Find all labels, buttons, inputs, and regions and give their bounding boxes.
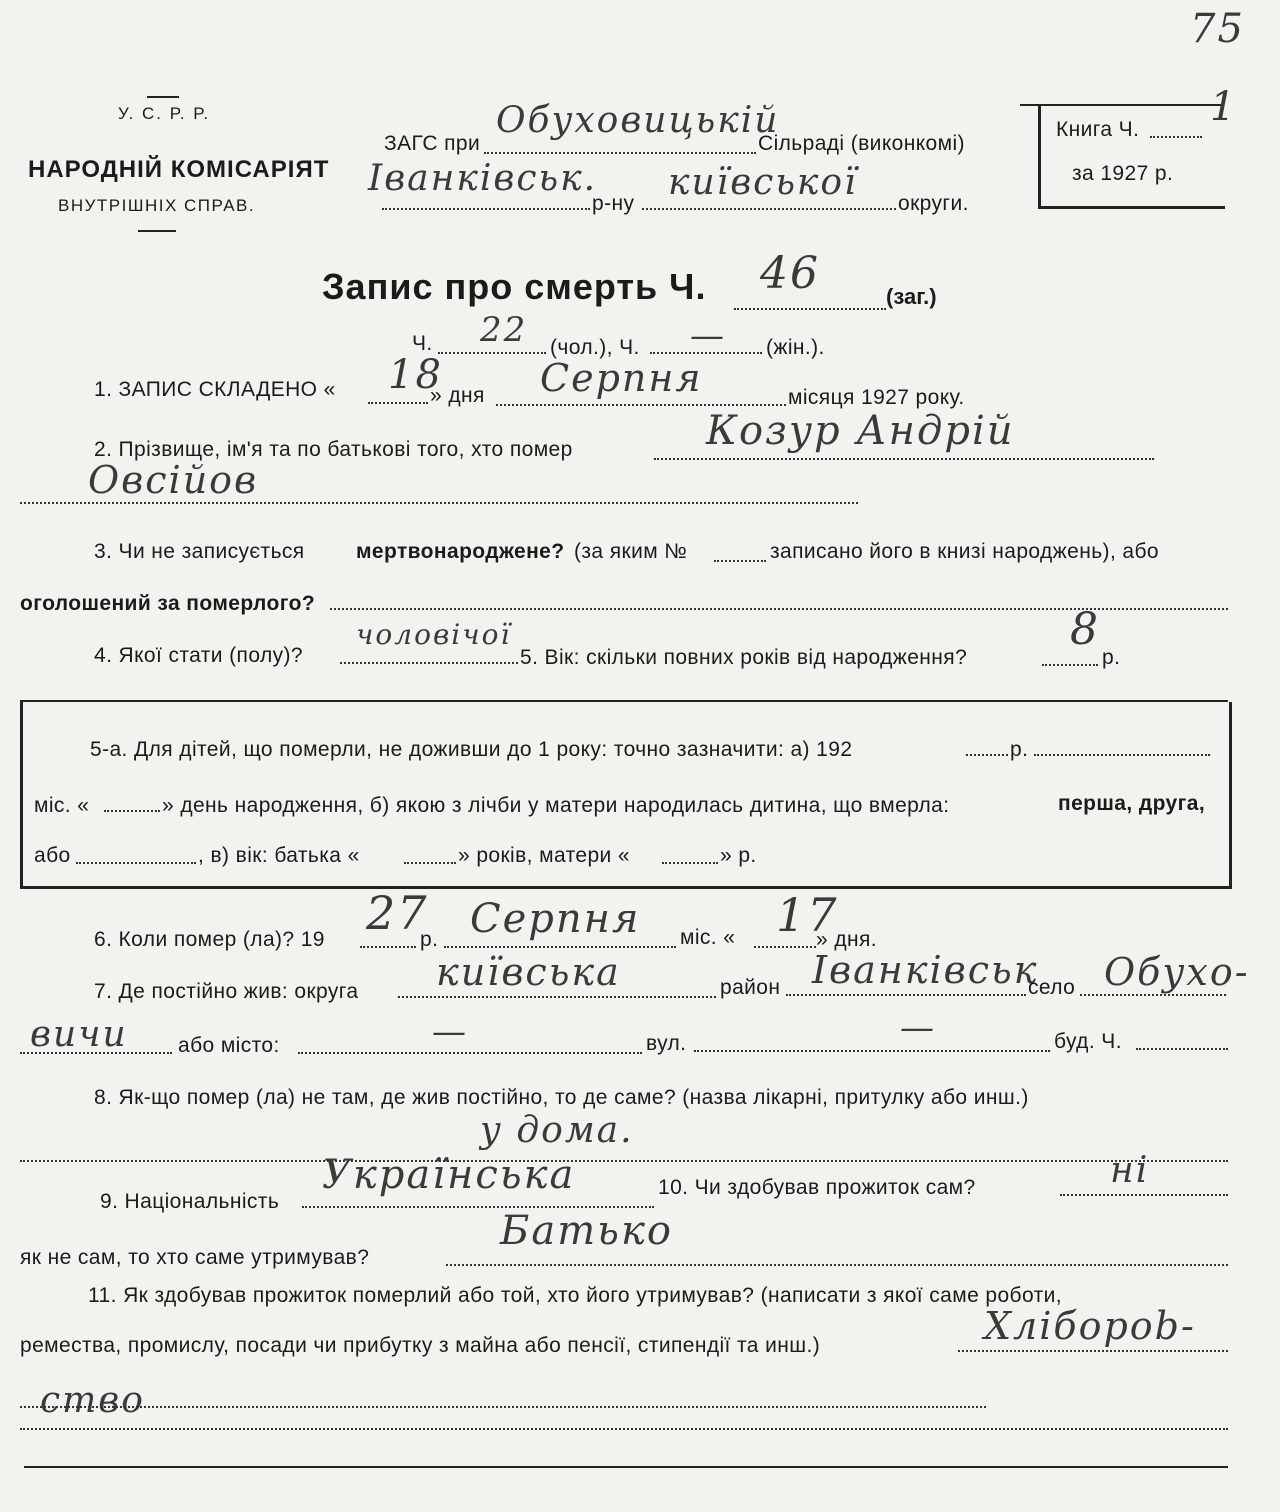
field6-end: » дня. xyxy=(816,928,877,951)
field7-bud: буд. Ч. xyxy=(1054,1030,1122,1053)
box-year-line xyxy=(966,754,1008,756)
box-c3: » років, матери « xyxy=(458,844,630,867)
female-value: — xyxy=(690,316,726,356)
record-number: 46 xyxy=(760,248,820,299)
field7-label: 7. Де постійно жив: округа xyxy=(94,980,359,1003)
field4-value: чоловічої xyxy=(356,618,512,651)
book-year: за 1927 р. xyxy=(1072,162,1174,185)
book-box-top xyxy=(1020,104,1222,106)
book-line xyxy=(1150,136,1202,138)
record-title: Запис про смерть Ч. xyxy=(322,266,707,307)
bottom-rule xyxy=(24,1466,1228,1468)
field5-unit: р. xyxy=(1102,646,1121,669)
box-line-a-tail xyxy=(1034,754,1210,756)
field1-day-line xyxy=(368,402,428,404)
box-line-a-end: р. xyxy=(1010,738,1029,761)
field11-line-b xyxy=(20,1406,986,1408)
male-suffix: (чол.), Ч. xyxy=(550,336,640,359)
header-rule-bottom xyxy=(138,230,176,232)
district-value: Іванківськ. xyxy=(368,158,598,199)
female-suffix: (жін.). xyxy=(766,336,825,359)
field7-selo-a: Обухо- xyxy=(1104,950,1250,994)
box-line-a: 5-а. Для дітей, що померли, не доживши до 1 року: точно зазначити: а) 192 xyxy=(90,738,853,761)
field5-value: 8 xyxy=(1070,604,1100,655)
box-c1: або xyxy=(34,844,71,867)
box-b2: » день народження, б) якою з лічби у матери народилась дитина, що вмерла: xyxy=(162,794,950,817)
field11-b: ремества, промислу, посади чи прибутку з майна або пенсії, стипендії та инш.) xyxy=(20,1334,821,1357)
field5-line xyxy=(1042,664,1098,666)
field6-day-line xyxy=(754,946,816,948)
box-month-line xyxy=(104,810,160,812)
field3-d: оголошений за померлого? xyxy=(20,592,316,615)
district-label: р-ну xyxy=(592,192,635,215)
field1-day: 18 xyxy=(388,352,443,398)
okruha-value: київської xyxy=(668,162,858,203)
field7-bud-line xyxy=(1136,1048,1228,1050)
field2-line-a xyxy=(654,458,1154,460)
okruha-line xyxy=(642,208,896,210)
field2-value-a: Козур Андрій xyxy=(706,408,1015,454)
council-label: Сільраді (виконкомі) xyxy=(758,132,965,155)
box-c2: , в) вік: батька « xyxy=(198,844,360,867)
field4-label: 4. Якої стати (полу)? xyxy=(94,644,303,667)
field7-okruha: київська xyxy=(436,950,621,994)
male-value: 22 xyxy=(480,310,528,350)
field10b-line xyxy=(446,1264,1228,1266)
field6-year-line xyxy=(360,946,416,948)
field1-month: Серпня xyxy=(540,356,703,400)
field8-line xyxy=(20,1160,1228,1162)
field11-line-c xyxy=(20,1428,1228,1430)
field4-line xyxy=(340,662,518,664)
field3-c: записано його в книзі народжень), або xyxy=(770,540,1159,563)
record-suffix: (заг.) xyxy=(886,284,937,309)
zags-line xyxy=(484,152,756,154)
zags-value: Обуховицькій xyxy=(496,100,780,141)
field10-line xyxy=(1060,1194,1228,1196)
box-father-line xyxy=(404,862,456,864)
field1-label: 1. ЗАПИС СКЛАДЕНО « xyxy=(94,378,336,401)
box-mother-line xyxy=(662,862,718,864)
field2-line-b xyxy=(20,502,858,504)
field11-line-a xyxy=(958,1350,1228,1352)
field7-selo-b-line xyxy=(20,1052,172,1054)
field7-misto-value: — xyxy=(432,1012,468,1052)
field1-month-line xyxy=(496,404,786,406)
field2-value-b: Овсійов xyxy=(88,458,259,502)
record-number-line xyxy=(734,308,886,310)
department-title: ВНУТРІШНІХ СПРАВ. xyxy=(58,196,256,215)
field6-year: 27 xyxy=(366,886,429,940)
okruha-label: округи. xyxy=(898,192,969,215)
zags-label: ЗАГС при xyxy=(384,132,481,155)
field7-vul-value: — xyxy=(900,1008,936,1048)
field7-misto-line xyxy=(298,1052,642,1054)
field3-b: (за яким № xyxy=(574,540,688,563)
field11-value-b: ство xyxy=(40,1380,145,1421)
male-label: Ч. xyxy=(412,332,433,355)
field8-value: у дома. xyxy=(480,1110,634,1151)
field1-mid: » дня xyxy=(430,384,485,407)
field10-label: 10. Чи здобував прожиток сам? xyxy=(658,1176,976,1199)
box-b1: міс. « xyxy=(34,794,90,817)
field8-label: 8. Як-що помер (ла) не там, де жив постійно, то де саме? (назва лікарні, притулку або инш.) xyxy=(94,1086,1029,1109)
field7-misto: або місто: xyxy=(178,1034,280,1057)
field7-vul-line xyxy=(694,1050,1050,1052)
field10-value: ні xyxy=(1110,1150,1150,1191)
book-label: Книга Ч. xyxy=(1056,118,1140,141)
district-line xyxy=(382,208,590,210)
field10b-label: як не сам, то хто саме утримував? xyxy=(20,1246,370,1269)
field6-label: 6. Коли помер (ла)? 19 xyxy=(94,928,325,951)
field6-month: Серпня xyxy=(470,896,641,942)
field3-bold: мертвонароджене? xyxy=(356,540,565,563)
header-rule-top xyxy=(147,96,179,98)
field7-rayon-line xyxy=(786,994,1026,996)
field7-vul: вул. xyxy=(646,1032,687,1055)
field9-label: 9. Національність xyxy=(100,1190,280,1213)
field10b-value: Батько xyxy=(500,1208,673,1254)
page-number: 75 xyxy=(1190,6,1245,52)
field7-selo-b: вичи xyxy=(30,1014,128,1055)
field2-label: 2. Прізвище, ім'я та по батькові того, хто помер xyxy=(94,438,573,461)
field11-value-a: Хліборob- xyxy=(984,1304,1196,1348)
field7-selo-line xyxy=(1080,994,1226,996)
field5-label: 5. Вік: скільки повних років від народження? xyxy=(520,646,968,669)
field7-selo-label: село xyxy=(1028,976,1076,999)
field9-value: Українська xyxy=(322,1152,576,1198)
field6-month-line xyxy=(444,946,676,948)
field6-day: 17 xyxy=(776,888,839,942)
field3-a: 3. Чи не записується xyxy=(94,540,305,563)
field6-r: р. xyxy=(420,928,439,951)
field7-rayon-label: район xyxy=(720,976,781,999)
republic-label: У. С. Р. Р. xyxy=(118,104,211,123)
box-c4: » р. xyxy=(720,844,757,867)
field7-rayon: Іванківськ xyxy=(812,948,1039,992)
box-c-line xyxy=(76,862,196,864)
field3-number-line xyxy=(714,560,766,562)
male-line xyxy=(438,352,546,354)
box-b3: перша, друга, xyxy=(1058,792,1206,815)
book-value: 1 xyxy=(1210,84,1238,130)
field11-a: 11. Як здобував прожиток померлий або той, хто його утримував? (написати з якої саме роботи, xyxy=(88,1284,1062,1307)
commissariat-title: НАРОДНІЙ КОМІСАРІЯТ xyxy=(28,156,330,183)
field7-okruha-line xyxy=(398,996,716,998)
field1-end: місяця 1927 року. xyxy=(788,386,965,409)
field6-mis: міс. « xyxy=(680,926,736,949)
